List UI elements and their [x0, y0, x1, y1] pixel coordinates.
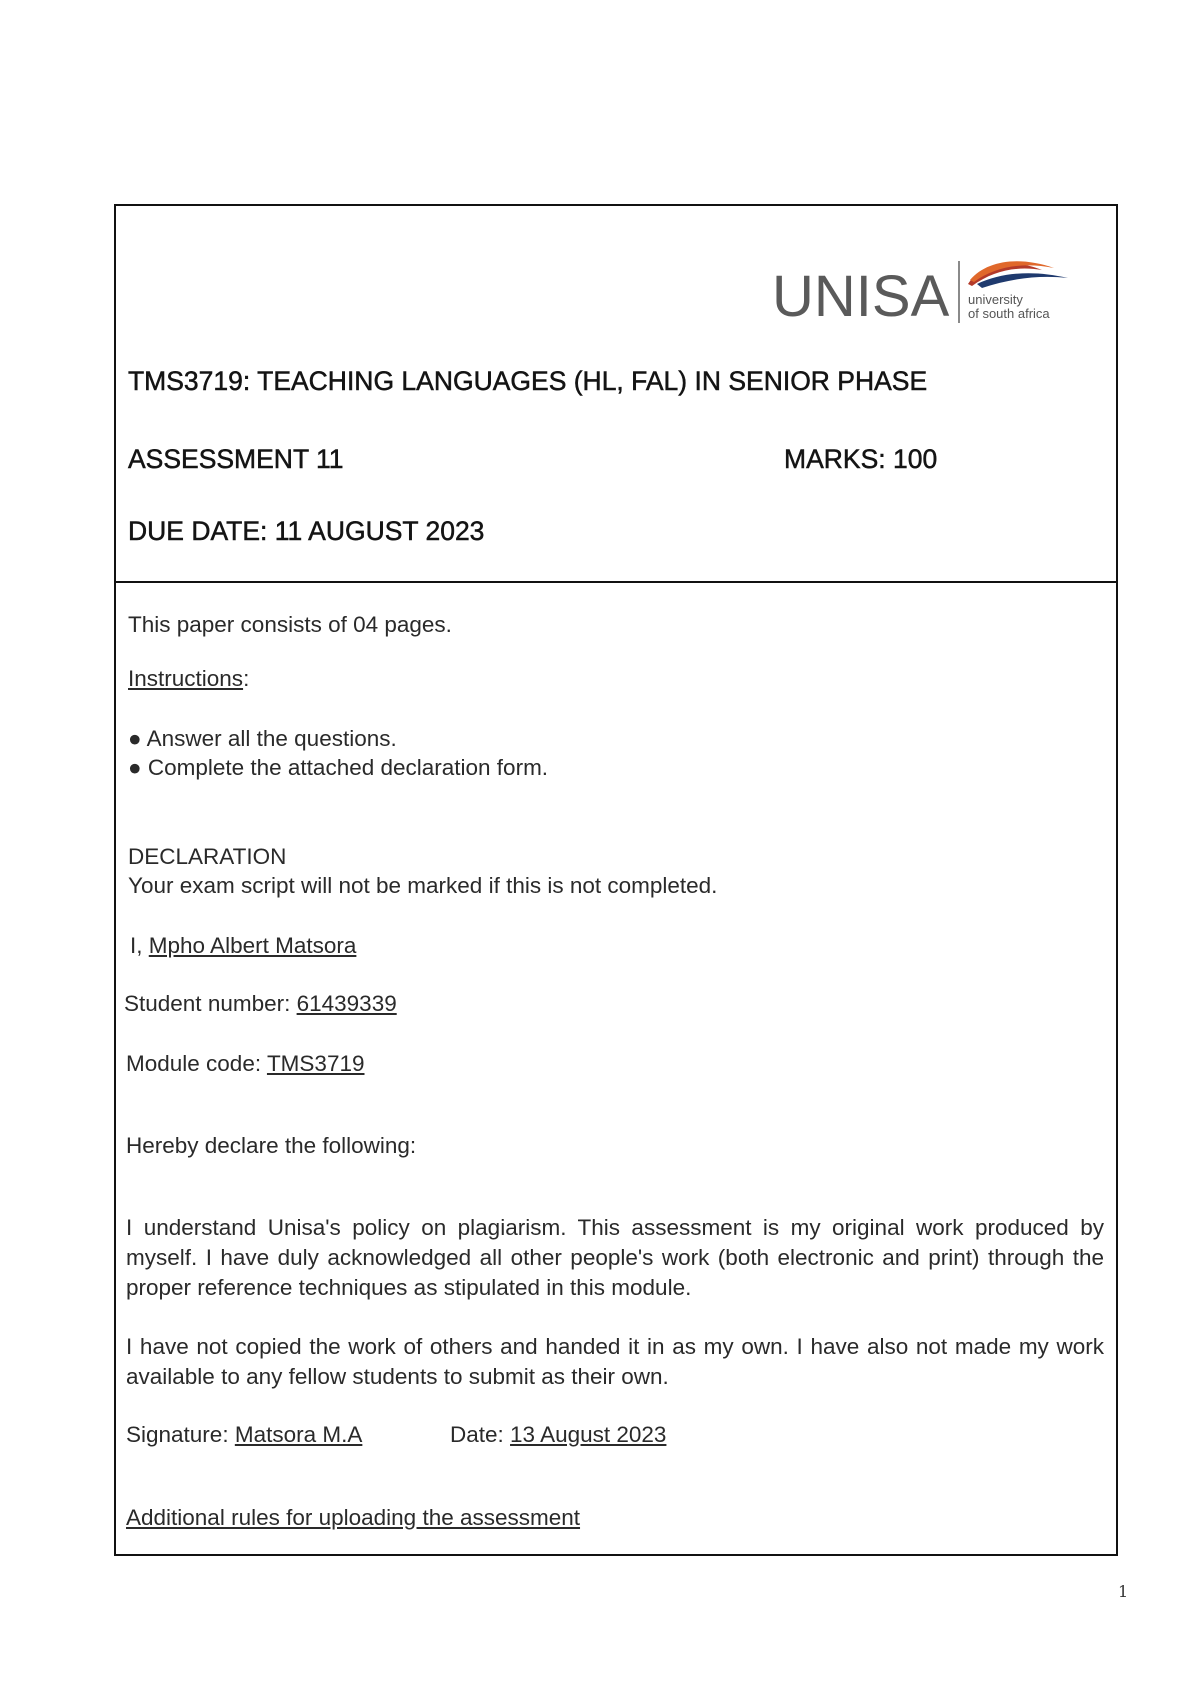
date-label: Date:	[450, 1422, 511, 1447]
name-prefix: I,	[130, 933, 149, 958]
student-number: 61439339	[296, 991, 397, 1016]
course-title: TMS3719: TEACHING LANGUAGES (HL, FAL) IN SENIOR PHASE	[128, 366, 928, 396]
logo-swoosh-navy	[977, 273, 1068, 288]
additional-rules-heading: Additional rules for uploading the assessment	[126, 1505, 581, 1530]
instructions-heading	[128, 664, 249, 694]
declarant-name: Mpho Albert Matsora	[148, 933, 357, 958]
signature-label: Signature:	[126, 1422, 235, 1447]
module-code-label: Module code:	[126, 1051, 267, 1076]
assessment-number: ASSESSMENT 11	[128, 444, 344, 474]
due-date: DUE DATE: 11 AUGUST 2023	[128, 516, 485, 546]
student-number-label: Student number:	[124, 991, 297, 1016]
declaration-paragraph-1: I understand Unisa's policy on plagiarism. This assessment is my original work produced by myself. I have duly acknowledged all other people's work (both electronic and print) through the proper reference techniques as stipulated in this module.	[126, 1215, 1104, 1300]
declaration-title: DECLARATION	[128, 844, 287, 869]
signature-line	[126, 1420, 362, 1450]
instructions-colon: :	[243, 666, 250, 691]
cover-header	[116, 206, 1116, 583]
student-number-line	[124, 989, 397, 1019]
instructions-label: Instructions	[128, 666, 244, 691]
declaration-paragraph-2: I have not copied the work of others and handed it in as my own. I have also not made my work available to any fellow students to submit as their own.	[126, 1334, 1104, 1389]
declaration-warning: Your exam script will not be marked if this is not completed.	[128, 873, 718, 898]
module-code-line	[126, 1049, 365, 1079]
signature-value: Matsora M.A	[234, 1422, 363, 1447]
marks-total: MARKS: 100	[784, 444, 938, 474]
module-code: TMS3719	[266, 1051, 365, 1076]
date-value: 13 August 2023	[510, 1422, 667, 1447]
declarant-name-line	[130, 931, 356, 961]
page-number: 1	[1118, 1582, 1129, 1601]
instruction-item: ● Answer all the questions.	[128, 726, 397, 751]
logo-subtitle-line2: of south africa	[968, 306, 1050, 321]
document-frame	[114, 204, 1118, 1556]
pages-note: This paper consists of 04 pages.	[128, 612, 452, 637]
declare-intro: Hereby declare the following:	[126, 1133, 417, 1158]
date-line	[450, 1420, 666, 1450]
logo-wordmark: UNISA	[772, 264, 950, 326]
logo-subtitle-line1: university	[968, 292, 1023, 307]
unisa-logo	[772, 256, 1072, 326]
instruction-item: ● Complete the attached declaration form.	[128, 755, 549, 780]
